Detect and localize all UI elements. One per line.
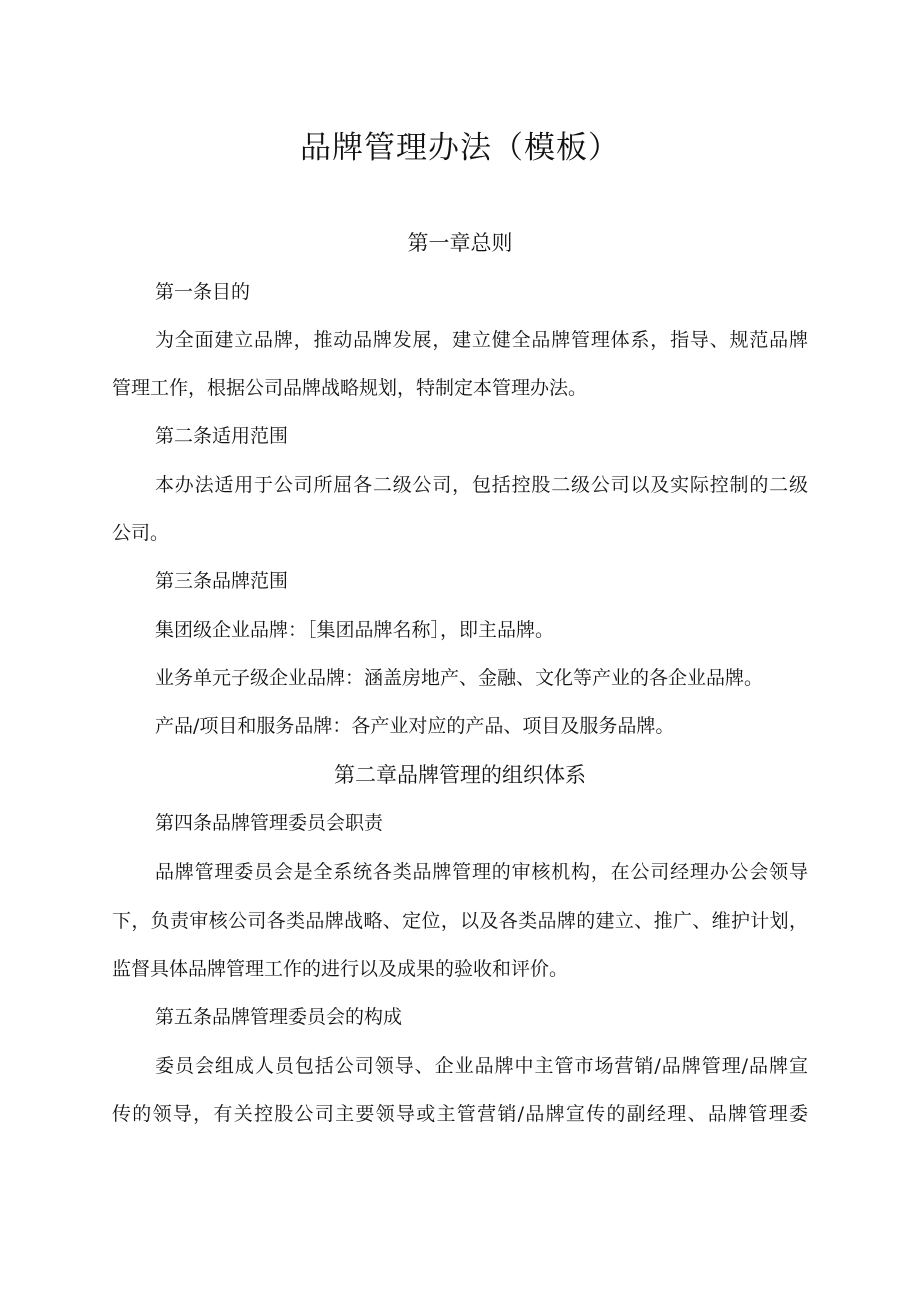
article-4-heading: 第四条品牌管理委员会职责 [155,812,384,834]
article-3-heading: 第三条品牌范围 [155,570,289,592]
article-1-line-1: 为全面建立品牌，推动品牌发展，建立健全品牌管理体系，指导、规范品牌 [155,329,808,351]
chapter-1-heading: 第一章总则 [407,231,513,255]
article-4-line-2: 下，负责审核公司各类品牌战略、定位，以及各类品牌的建立、推广、维护计划， [112,910,808,932]
article-5-heading: 第五条品牌管理委员会的构成 [155,1006,403,1028]
article-3-item-1: 集团级企业品牌：［集团品牌名称］，即主品牌。 [155,619,555,641]
article-4-line-3: 监督具体品牌管理工作的进行以及成果的验收和评价。 [112,958,569,980]
article-1-line-2: 管理工作，根据公司品牌战略规划，特制定本管理办法。 [112,377,588,399]
article-2-line-2: 公司。 [112,522,170,544]
article-3-item-3: 产品/项目和服务品牌：各产业对应的产品、项目及服务品牌。 [155,715,675,737]
chapter-2-heading: 第二章品牌管理的组织体系 [334,763,586,787]
article-5-line-1: 委员会组成人员包括公司领导、企业品牌中主管市场营销/品牌管理/品牌宣 [155,1055,808,1077]
document-title: 品牌管理办法（模板） [300,130,620,166]
article-1-heading: 第一条目的 [155,281,251,303]
article-2-heading: 第二条适用范围 [155,425,289,447]
article-5-line-2: 传的领导，有关控股公司主要领导或主管营销/品牌宣传的副经理、品牌管理委 [112,1103,808,1125]
article-3-item-2: 业务单元子级企业品牌：涵盖房地产、金融、文化等产业的各企业品牌。 [155,667,764,689]
article-2-line-1: 本办法适用于公司所屈各二级公司，包括控股二级公司以及实际控制的二级 [155,474,808,496]
article-4-line-1: 品牌管理委员会是全系统各类品牌管理的审核机构，在公司经理办公会领导 [155,861,808,883]
